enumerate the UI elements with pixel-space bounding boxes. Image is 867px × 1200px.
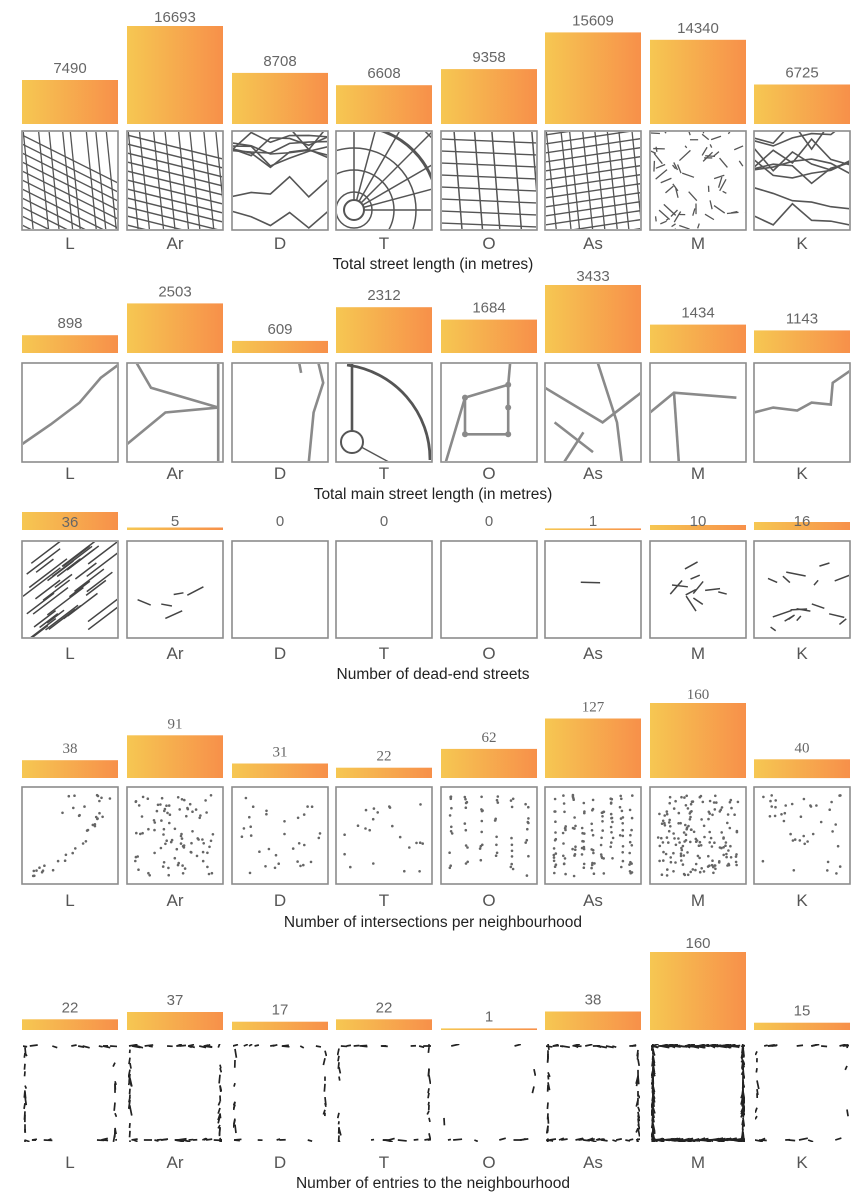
- value-label-t: 22: [376, 748, 392, 765]
- category-label-m: M: [690, 1153, 706, 1172]
- value-label-ar: 16693: [154, 9, 196, 26]
- tile-l: [23, 1045, 121, 1146]
- panel-total-main-street-length-in-metres: [22, 268, 850, 503]
- category-label-l: L: [65, 1153, 75, 1172]
- bar-ar: [127, 26, 223, 124]
- category-label-as: As: [583, 234, 603, 253]
- tile-d: [232, 122, 328, 230]
- category-label-o: O: [482, 891, 496, 910]
- value-label-ar: 2503: [158, 283, 192, 301]
- tile-m: [645, 121, 755, 236]
- bar-ar: [127, 1012, 223, 1030]
- value-label-ar: 37: [166, 992, 184, 1009]
- category-label-ar: Ar: [166, 891, 184, 910]
- value-label-d: 8708: [263, 52, 297, 70]
- bar-as: [545, 1012, 641, 1031]
- value-label-t: 0: [379, 513, 389, 530]
- value-label-t: 2312: [367, 287, 401, 305]
- tile-t: [336, 541, 432, 638]
- category-label-d: D: [273, 1153, 287, 1172]
- category-label-ar: Ar: [166, 234, 184, 253]
- tile-d: [232, 541, 328, 638]
- bar-k: [754, 85, 850, 125]
- value-label-o: 1: [484, 1008, 494, 1026]
- panel-title: Number of dead-end streets: [336, 666, 530, 683]
- panel-number-of-intersections-per-neighbourhood: [22, 687, 850, 931]
- bar-o: [441, 320, 537, 353]
- panel-title: Total main street length (in metres): [313, 486, 553, 503]
- bar-m: [650, 952, 746, 1030]
- tile-t: [338, 1044, 435, 1144]
- value-label-t: 6608: [367, 65, 401, 83]
- category-label-m: M: [690, 644, 706, 663]
- category-label-ar: Ar: [166, 464, 184, 483]
- category-label-as: As: [583, 1153, 603, 1172]
- bar-l: [22, 760, 118, 778]
- value-label-m: 160: [685, 935, 711, 952]
- category-label-as: As: [583, 891, 603, 910]
- category-label-k: K: [796, 234, 808, 253]
- bar-o: [441, 69, 537, 124]
- value-label-ar: 91: [167, 716, 183, 733]
- panel-title: Number of entries to the neighbourhood: [295, 1175, 571, 1192]
- bar-ar: [127, 735, 223, 778]
- bar-k: [754, 330, 850, 353]
- category-label-l: L: [65, 891, 75, 910]
- category-label-m: M: [690, 891, 706, 910]
- category-label-k: K: [796, 464, 808, 483]
- bar-t: [336, 1019, 432, 1030]
- value-label-d: 609: [267, 320, 293, 338]
- value-label-as: 3433: [576, 268, 610, 285]
- tile-d: [232, 363, 328, 462]
- value-label-as: 1: [588, 513, 598, 530]
- category-label-d: D: [273, 644, 287, 663]
- tile-m: [650, 1044, 752, 1151]
- category-label-ar: Ar: [166, 1153, 184, 1172]
- category-label-t: T: [378, 1153, 390, 1172]
- panel-total-street-length-in-metres: [22, 9, 850, 354]
- tile-as: [545, 363, 641, 462]
- bar-t: [336, 85, 432, 124]
- category-label-t: T: [378, 891, 390, 910]
- bar-l: [22, 80, 118, 124]
- bar-l: [22, 1019, 118, 1030]
- tile-l: [22, 363, 118, 462]
- value-label-d: 0: [275, 513, 285, 530]
- tile-d: [232, 787, 328, 884]
- category-label-t: T: [378, 464, 390, 483]
- bar-t: [336, 768, 432, 778]
- bar-ar: [127, 303, 223, 353]
- category-label-l: L: [65, 234, 75, 253]
- value-label-l: 7490: [53, 60, 87, 77]
- tile-k: [754, 120, 850, 230]
- value-label-m: 14340: [677, 19, 719, 37]
- panel-title: Total street length (in metres): [332, 256, 534, 273]
- tile-o: [441, 363, 537, 462]
- value-label-d: 17: [271, 1001, 289, 1019]
- value-label-k: 6725: [785, 64, 819, 82]
- category-label-as: As: [583, 644, 603, 663]
- tile-o: [441, 787, 537, 884]
- value-label-l: 22: [61, 999, 79, 1017]
- tile-as: [545, 1044, 645, 1148]
- category-label-o: O: [482, 234, 496, 253]
- category-label-k: K: [796, 644, 808, 663]
- tile-m: [650, 787, 746, 884]
- category-label-o: O: [482, 1153, 496, 1172]
- category-label-ar: Ar: [166, 644, 184, 663]
- category-label-t: T: [378, 234, 390, 253]
- tile-k: [754, 541, 852, 638]
- tile-m: [650, 363, 746, 462]
- category-label-t: T: [378, 644, 390, 663]
- value-label-k: 40: [794, 740, 810, 757]
- value-label-ar: 5: [170, 513, 180, 530]
- category-label-d: D: [273, 234, 287, 253]
- value-label-d: 31: [272, 744, 288, 761]
- tile-o: [444, 1044, 535, 1141]
- value-label-t: 22: [375, 999, 393, 1017]
- value-label-o: 9358: [472, 49, 506, 67]
- value-label-k: 15: [793, 1002, 811, 1020]
- category-label-l: L: [65, 464, 75, 483]
- bar-as: [545, 32, 641, 124]
- bar-o: [441, 1028, 537, 1030]
- category-label-d: D: [273, 891, 287, 910]
- tile-ar: [128, 1043, 229, 1148]
- category-label-m: M: [690, 464, 706, 483]
- value-label-o: 62: [481, 729, 497, 746]
- tile-m: [650, 541, 746, 638]
- tile-o: [441, 131, 540, 230]
- tile-o: [441, 541, 537, 638]
- value-label-m: 160: [686, 687, 710, 703]
- value-label-k: 1143: [785, 310, 819, 328]
- category-label-m: M: [690, 234, 706, 253]
- value-label-l: 36: [61, 514, 79, 531]
- tile-k: [754, 787, 850, 884]
- category-label-k: K: [796, 891, 808, 910]
- panel-number-of-dead-end-streets: [22, 512, 852, 683]
- bar-o: [441, 749, 537, 778]
- value-label-m: 10: [689, 513, 707, 530]
- tile-l: [22, 787, 118, 884]
- tile-ar: [127, 541, 223, 638]
- bar-d: [232, 73, 328, 124]
- value-label-k: 16: [793, 513, 811, 530]
- tile-as: [545, 787, 641, 884]
- value-label-l: 898: [57, 315, 83, 333]
- category-label-k: K: [796, 1153, 808, 1172]
- bar-m: [650, 703, 746, 778]
- tile-l: [22, 537, 124, 638]
- value-label-o: 0: [484, 513, 494, 530]
- bar-d: [232, 1022, 328, 1030]
- panel-title: Number of intersections per neighbourhood: [283, 914, 583, 931]
- tile-k: [755, 1044, 853, 1142]
- bar-as: [545, 285, 641, 353]
- panel-number-of-entries-to-the-neighbourhood: [22, 935, 853, 1192]
- category-label-o: O: [482, 644, 496, 663]
- bar-as: [545, 719, 641, 779]
- tile-d: [233, 1044, 327, 1141]
- category-label-l: L: [65, 644, 75, 663]
- bar-m: [650, 325, 746, 353]
- bar-t: [336, 307, 432, 353]
- bar-k: [754, 1023, 850, 1030]
- bar-d: [232, 764, 328, 779]
- tile-k: [754, 363, 850, 462]
- category-label-d: D: [273, 464, 287, 483]
- value-label-o: 1684: [472, 299, 506, 317]
- tile-ar: [127, 363, 223, 462]
- tile-t: [336, 787, 432, 884]
- value-label-as: 127: [581, 699, 605, 716]
- bar-l: [22, 335, 118, 353]
- category-label-o: O: [482, 464, 496, 483]
- bar-m: [650, 40, 746, 124]
- value-label-m: 1434: [681, 304, 715, 322]
- category-label-as: As: [583, 464, 603, 483]
- value-label-l: 38: [62, 741, 78, 758]
- value-label-as: 15609: [572, 12, 614, 30]
- tile-ar: [127, 787, 223, 884]
- tile-t: [336, 363, 432, 462]
- tile-as: [545, 541, 641, 638]
- bar-d: [232, 341, 328, 353]
- bar-k: [754, 759, 850, 778]
- value-label-as: 38: [584, 991, 602, 1009]
